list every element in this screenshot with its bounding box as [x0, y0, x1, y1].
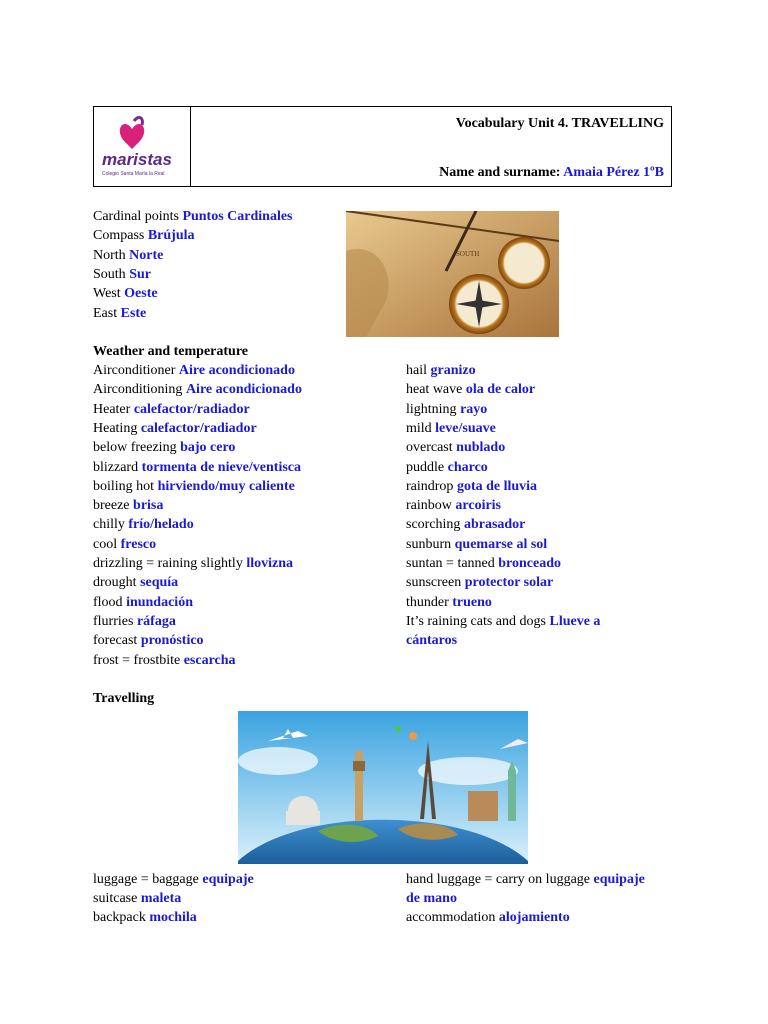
weather-right-item	[406, 593, 492, 612]
cardinal-item	[93, 304, 146, 323]
term-english: flood	[93, 594, 127, 610]
term-spanish: ráfaga	[136, 613, 176, 629]
term-spanish: bajo cero	[180, 440, 236, 456]
term-spanish: equipaje	[593, 872, 645, 887]
term-english: flurries	[93, 613, 137, 629]
weather-left-item	[93, 496, 163, 515]
term-english: mild	[406, 420, 436, 436]
page-title: Vocabulary Unit 4. TRAVELLING	[455, 116, 664, 131]
weather-right-item	[406, 554, 561, 573]
term-english: hail	[406, 363, 431, 378]
term-spanish: frío/helado	[128, 517, 194, 533]
weather-left-item	[93, 477, 295, 496]
term-english: cool	[93, 536, 121, 552]
travelling-heading: Travelling	[93, 691, 155, 706]
term-spanish: equipaje	[202, 872, 254, 887]
term-english: thunder	[406, 594, 453, 610]
term-english: hand luggage = carry on luggage	[406, 872, 594, 887]
term-spanish: Este	[120, 305, 147, 321]
weather-left-item	[93, 458, 301, 477]
term-spanish: granizo	[430, 363, 476, 378]
term-english: It’s raining cats and dogs	[406, 613, 550, 629]
term-spanish: quemarse al sol	[454, 536, 548, 552]
weather-left-item	[93, 593, 193, 612]
term-spanish: trueno	[452, 594, 492, 610]
term-spanish: ola de calor	[465, 382, 536, 398]
travel-left-item	[93, 908, 197, 927]
term-spanish: Oeste	[124, 286, 158, 302]
term-spanish: protector solar	[464, 575, 554, 591]
weather-left-item	[93, 515, 194, 534]
weather-right-item	[406, 631, 457, 650]
term-spanish: gota de lluvia	[456, 478, 538, 494]
weather-right-item	[406, 419, 496, 438]
term-english: drought	[93, 575, 141, 591]
svg-text:SOUTH: SOUTH	[456, 250, 480, 258]
term-spanish: Brújula	[147, 228, 195, 244]
cardinal-item	[93, 284, 158, 303]
term-english: Compass	[93, 228, 148, 244]
term-english: drizzling = raining slightly	[93, 556, 247, 571]
weather-left-item	[93, 400, 250, 419]
weather-right-item	[406, 496, 501, 515]
term-english: blizzard	[93, 459, 142, 475]
term-spanish: leve/suave	[435, 420, 496, 436]
term-english: raindrop	[406, 478, 457, 494]
term-spanish: calefactor/radiador	[140, 420, 257, 436]
travel-right-item	[406, 870, 645, 889]
term-spanish: maleta	[140, 891, 182, 906]
term-english: Cardinal points	[93, 209, 183, 224]
cardinal-item	[93, 246, 163, 265]
term-spanish: charco	[447, 459, 488, 475]
term-spanish: sequía	[140, 575, 179, 591]
term-spanish: pronóstico	[140, 633, 204, 649]
cardinal-item	[93, 226, 195, 245]
term-spanish: mochila	[149, 910, 197, 925]
term-spanish: calefactor/radiador	[133, 401, 250, 417]
weather-right-item	[406, 380, 535, 399]
term-english: accommodation	[406, 910, 499, 925]
term-english: lightning	[406, 401, 461, 417]
name-line	[439, 165, 664, 181]
logo-subtext: Colegio Santa María la Real	[102, 171, 165, 177]
term-spanish: escarcha	[183, 652, 236, 668]
term-spanish: inundación	[126, 594, 193, 610]
weather-right-item	[406, 477, 537, 496]
term-english: Airconditioning	[93, 382, 186, 398]
term-spanish: rayo	[460, 401, 488, 417]
weather-right-item	[406, 458, 488, 477]
term-spanish: Aire acondicionado	[185, 382, 302, 398]
weather-left-item	[93, 419, 257, 438]
weather-left-item	[93, 651, 236, 670]
term-spanish: abrasador	[463, 517, 526, 533]
weather-heading: Weather and temperature	[93, 344, 249, 359]
term-spanish: Sur	[129, 266, 151, 282]
term-english: puddle	[406, 459, 448, 475]
term-spanish: alojamiento	[498, 910, 570, 925]
weather-right-item	[406, 438, 505, 457]
travel-right-item	[406, 889, 457, 908]
cardinal-item	[93, 207, 293, 226]
term-spanish: tormenta de nieve/ventisca	[141, 459, 302, 475]
weather-left-item	[93, 438, 235, 457]
term-english: suntan = tanned	[406, 556, 499, 571]
term-english: forecast	[93, 633, 141, 649]
term-english: sunburn	[406, 536, 455, 552]
weather-right-item	[406, 535, 547, 554]
term-english: scorching	[406, 517, 464, 533]
weather-right-item	[406, 612, 600, 631]
weather-left-item	[93, 612, 176, 631]
weather-left-item	[93, 380, 302, 399]
weather-right-item	[406, 400, 487, 419]
term-spanish: Puntos Cardinales	[182, 209, 293, 224]
term-english: Heater	[93, 401, 134, 417]
term-english: Heating	[93, 420, 141, 436]
term-spanish: de mano	[406, 891, 457, 906]
term-spanish: Aire acondicionado	[178, 363, 295, 378]
term-english: heat wave	[406, 382, 466, 398]
name-label: Name and surname:	[439, 165, 561, 180]
term-english: frost = frostbite	[93, 652, 184, 668]
term-english: East	[93, 305, 121, 321]
name-value: Amaia Pérez 1ºB	[563, 165, 664, 180]
travel-left-item	[93, 889, 181, 908]
logo-text: maristas	[102, 150, 172, 169]
term-spanish: fresco	[120, 536, 157, 552]
term-english: North	[93, 247, 130, 263]
weather-left-item	[93, 361, 295, 380]
term-english: overcast	[406, 440, 457, 456]
term-spanish: bronceado	[498, 556, 562, 571]
weather-right-item	[406, 573, 553, 592]
term-spanish: Llueve a	[549, 613, 601, 629]
header-box	[93, 106, 672, 187]
term-english: Airconditioner	[93, 363, 179, 378]
term-english: backpack	[93, 910, 150, 925]
logo-heart-icon	[120, 124, 144, 149]
compass-image	[346, 211, 559, 337]
term-spanish: nublado	[456, 440, 506, 456]
travel-right-item	[406, 908, 570, 927]
term-english: below freezing	[93, 440, 181, 456]
logo-cell	[94, 107, 191, 186]
term-english: breeze	[93, 498, 134, 514]
landmarks-image	[238, 711, 528, 864]
term-english: luggage = baggage	[93, 872, 203, 887]
term-english: sunscreen	[406, 575, 465, 591]
travel-left-item	[93, 870, 254, 889]
term-english: suitcase	[93, 891, 141, 906]
term-english: West	[93, 286, 125, 302]
term-english: boiling hot	[93, 478, 158, 494]
term-english: South	[93, 266, 130, 282]
term-spanish: cántaros	[406, 633, 458, 649]
maristas-logo	[94, 107, 190, 186]
term-spanish: hirviendo/muy caliente	[157, 478, 295, 494]
cardinal-item	[93, 265, 151, 284]
term-spanish: llovizna	[246, 556, 293, 571]
term-spanish: brisa	[133, 498, 164, 514]
term-english: rainbow	[406, 498, 456, 514]
weather-left-item	[93, 573, 178, 592]
weather-left-item	[93, 631, 204, 650]
weather-right-item	[406, 361, 476, 380]
term-spanish: Norte	[129, 247, 164, 263]
term-english: chilly	[93, 517, 129, 533]
weather-left-item	[93, 535, 156, 554]
weather-left-item	[93, 554, 293, 573]
weather-right-item	[406, 515, 525, 534]
term-spanish: arcoiris	[455, 498, 502, 514]
